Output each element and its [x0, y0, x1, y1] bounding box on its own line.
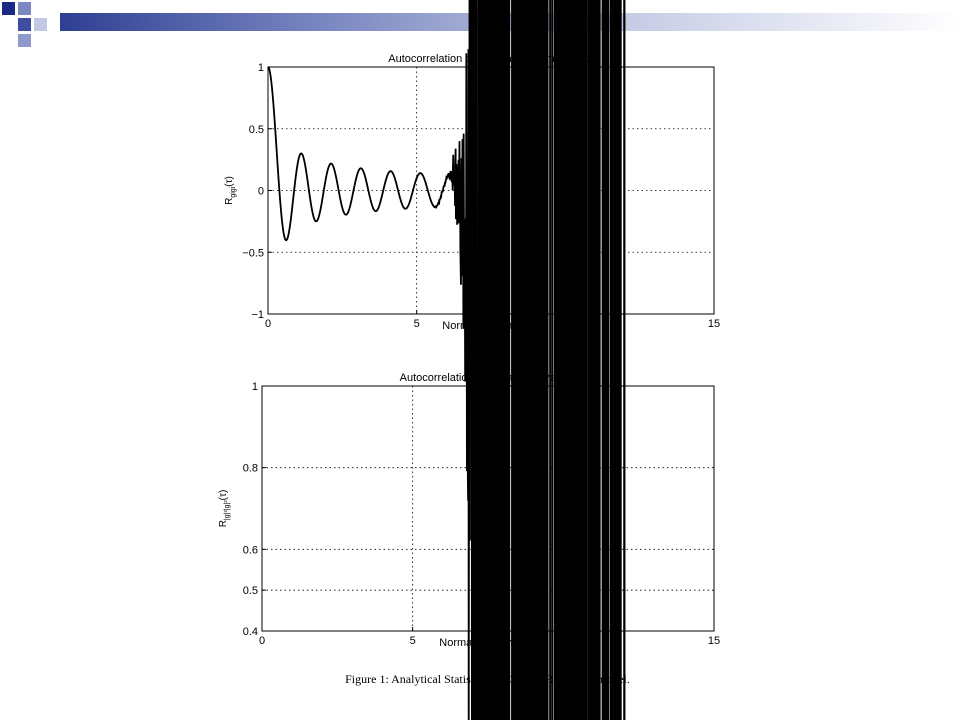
y-axis-label: $R_{|g|^2|g|^2}(\tau)$: [218, 489, 231, 528]
x-tick-label: 0: [264, 318, 272, 330]
y-tick-label: 0.5: [242, 585, 258, 598]
x-tick-label: 5: [409, 635, 416, 647]
x-tick-label: 15: [707, 635, 721, 647]
series-line: [268, 0, 714, 720]
y-tick-label: 0.4: [242, 626, 258, 638]
x-tick-label: 10: [559, 318, 572, 330]
y-tick-label: 0.8: [242, 462, 258, 475]
x-axis-label: Normalized time: $f_d\tau$: [442, 320, 540, 334]
y-tick-label: −1: [251, 309, 264, 321]
y-tick-label: 1: [257, 62, 264, 74]
y-tick-label: 0: [257, 185, 264, 198]
chart-title: Autocorrelation of quadrature components: [388, 53, 594, 65]
x-tick-label: 15: [707, 318, 721, 330]
x-axis-label: Normalized time: $f_d\tau$: [439, 637, 537, 651]
y-tick-label: 0.6: [242, 544, 258, 557]
figure-caption: Figure 1: Analytical Statistics of Clarke's Reference model.: [345, 672, 630, 686]
y-tick-label: −0.5: [242, 247, 264, 260]
y-axis-label: $R_{gigi}(\tau)$: [224, 176, 237, 205]
chart-title: Autocorrelation of squared envelope: [399, 372, 577, 384]
x-tick-label: 5: [413, 318, 420, 330]
x-tick-label: 0: [258, 635, 266, 647]
y-tick-label: 0.5: [248, 123, 264, 136]
y-tick-label: 1: [251, 381, 258, 393]
x-tick-label: 10: [557, 635, 570, 647]
